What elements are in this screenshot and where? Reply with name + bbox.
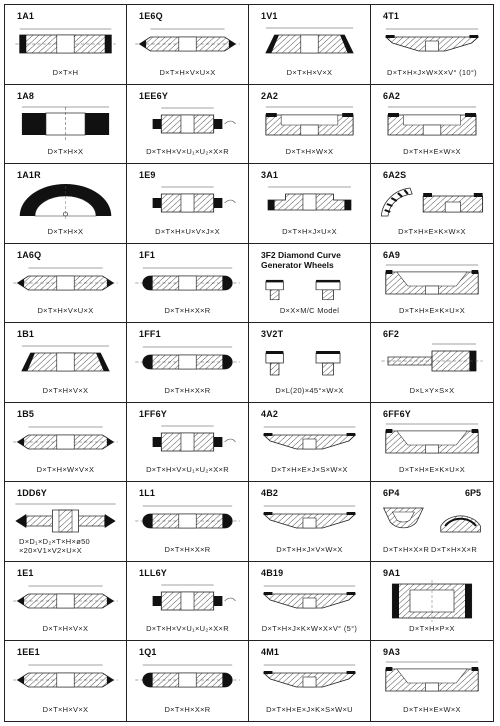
wheel-code-secondary: 6P5 — [464, 488, 481, 499]
wheel-code: 9A1 — [383, 567, 401, 578]
wheel-code: 2A2 — [261, 90, 279, 101]
wheel-cell-4t1 — [371, 5, 493, 85]
wheel-profile-drawing — [255, 498, 364, 544]
wheel-code: 1FF6Y — [139, 408, 168, 419]
wheel-code: 1E9 — [139, 170, 156, 181]
wheel-dimension-formula: D×T×H×X×R — [164, 385, 211, 395]
wheel-code: 6P4 — [383, 488, 400, 499]
wheel-dimension-formula: D×T×H×X×R — [164, 705, 211, 714]
wheel-profile-drawing — [377, 578, 487, 624]
wheel-cell-1a6q — [5, 244, 127, 324]
wheel-cell-3f2 — [249, 244, 371, 324]
wheel-cell-1e9 — [127, 164, 249, 244]
wheel-cell-6f2 — [371, 323, 493, 403]
wheel-profile-drawing — [11, 180, 120, 226]
wheel-dimension-formula: D×T×H×V×U×X — [159, 67, 216, 77]
wheel-cell-6p4 — [371, 482, 493, 562]
wheel-profile-drawing — [255, 101, 364, 147]
wheel-dimension-formula: D×X×M/C Model — [279, 306, 340, 316]
wheel-cell-4b19 — [249, 562, 371, 642]
wheel-dimension-formula: D×T×H×E×W×X — [403, 705, 461, 714]
wheel-dimension-formula: D×T×H×V×X — [42, 624, 89, 634]
wheel-code: 1F1 — [139, 249, 156, 260]
wheel-profile-drawing — [11, 657, 120, 703]
wheel-dimension-formula: D×T×H×X — [47, 147, 84, 157]
wheel-code: 1B5 — [17, 408, 35, 419]
wheel-dimension-formula-secondary: D×T×H×X×R — [431, 544, 478, 554]
wheel-dimension-formula: D×D₁×D₂×T×H×ø50 ×20×V1×V2×U×X — [19, 536, 91, 555]
wheel-code: 3A1 — [261, 170, 279, 181]
wheel-code: 4B2 — [261, 488, 279, 499]
wheel-cell-6ff6y — [371, 403, 493, 483]
wheel-dimension-formula: D×T×H×P×X — [409, 624, 455, 634]
wheel-code: 4M1 — [261, 647, 280, 658]
wheel-cell-4m1 — [249, 641, 371, 721]
wheel-dimension-formula: D×T×H×E×J×K×S×W×U — [266, 705, 353, 714]
wheel-cell-3a1 — [249, 164, 371, 244]
wheel-dimension-formula: D×T×H×J×V×W×X — [276, 544, 343, 554]
wheel-code: 1A6Q — [17, 249, 42, 260]
wheel-profile-drawing — [133, 260, 242, 306]
wheel-code: 1A1R — [17, 170, 41, 181]
wheel-code: 6F2 — [383, 329, 400, 340]
wheel-code: 1EE1 — [17, 647, 40, 658]
wheel-profile-drawing — [377, 498, 487, 544]
wheel-dimension-formula: D×T×H×X — [47, 226, 84, 236]
wheel-profile-drawing — [133, 339, 242, 385]
wheel-dimension-formula: D×T×H×X×R — [383, 544, 430, 554]
wheel-profile-drawing — [255, 578, 364, 624]
wheel-dimension-formula: D×T×H×W×X — [285, 147, 334, 157]
wheel-cell-1q1 — [127, 641, 249, 721]
wheel-profile-drawing — [11, 578, 120, 624]
wheel-profile-drawing — [377, 657, 487, 703]
wheel-code: 6A2S — [383, 170, 407, 181]
wheel-cell-9a3 — [371, 641, 493, 721]
wheel-dimension-formula: D×T×H×V×U×X — [37, 306, 94, 316]
wheel-dimension-formula: D×T×H×V×X — [42, 385, 89, 395]
wheel-dimension-formula: D×T×H×E×W×X — [403, 147, 461, 157]
wheel-code: 1Q1 — [139, 647, 157, 658]
wheel-code: 1V1 — [261, 11, 278, 21]
wheel-cell-1e1 — [5, 562, 127, 642]
wheel-cell-1l1 — [127, 482, 249, 562]
wheel-dimension-formula: D×T×H×V×U₁×U₂×X×R — [146, 624, 229, 634]
wheel-code: 1B1 — [17, 329, 35, 340]
wheel-profile-drawing — [377, 101, 487, 147]
wheel-code: 1DD6Y — [17, 488, 48, 499]
wheel-profile-drawing — [255, 270, 364, 308]
wheel-cell-6a9 — [371, 244, 493, 324]
wheel-profile-drawing — [133, 101, 242, 147]
wheel-cell-1a8 — [5, 85, 127, 165]
wheel-cell-1ff6y — [127, 403, 249, 483]
wheel-profile-drawing — [133, 498, 242, 544]
wheel-cell-1dd6y — [5, 482, 127, 562]
wheel-dimension-formula: D×T×H×J×K×W×X×V° (5°) — [261, 624, 358, 634]
wheel-profile-drawing — [133, 180, 242, 226]
wheel-cell-1f1 — [127, 244, 249, 324]
wheel-cell-3v2t — [249, 323, 371, 403]
wheel-cell-2a2 — [249, 85, 371, 165]
wheel-cell-1ee1 — [5, 641, 127, 721]
wheel-dimension-formula: D×T×H×W×V×X — [36, 465, 95, 475]
wheel-dimension-formula: D×T×H×X×R — [164, 306, 211, 316]
wheel-dimension-formula: D×T×H — [52, 67, 79, 77]
wheel-shape-grid — [4, 4, 494, 722]
wheel-profile-drawing — [255, 21, 364, 67]
wheel-code: 1A1 — [17, 11, 35, 21]
wheel-code: 6A2 — [383, 90, 401, 101]
wheel-profile-drawing — [11, 260, 120, 306]
wheel-cell-1a1r — [5, 164, 127, 244]
wheel-profile-drawing — [377, 260, 487, 306]
wheel-code: 1E1 — [17, 567, 34, 578]
wheel-cell-6a2s — [371, 164, 493, 244]
wheel-cell-1a1 — [5, 5, 127, 85]
wheel-cell-1v1 — [249, 5, 371, 85]
wheel-code: 3V2T — [261, 329, 284, 340]
wheel-dimension-formula: D×T×H×V×U₁×U₂×X×R — [146, 147, 229, 157]
wheel-cell-4b2 — [249, 482, 371, 562]
wheel-code: 6FF6Y — [383, 408, 412, 419]
wheel-profile-drawing — [255, 339, 364, 385]
wheel-cell-4a2 — [249, 403, 371, 483]
wheel-cell-6a2 — [371, 85, 493, 165]
wheel-code: 1A8 — [17, 90, 35, 101]
wheel-dimension-formula: D×T×H×V×U₁×U₂×X×R — [146, 465, 229, 475]
wheel-cell-1ee6y — [127, 85, 249, 165]
wheel-code: 1FF1 — [139, 329, 161, 340]
wheel-profile-drawing — [133, 419, 242, 465]
wheel-code: 1EE6Y — [139, 90, 169, 101]
wheel-dimension-formula: D×T×H×E×K×U×X — [398, 306, 466, 316]
wheel-dimension-formula: D×T×H×U×V×J×X — [155, 226, 220, 236]
wheel-profile-drawing — [255, 657, 364, 703]
wheel-dimension-formula: D×L×Y×S×X — [409, 385, 455, 395]
wheel-dimension-formula: D×T×H×E×K×U×X — [398, 465, 466, 475]
wheel-code: 1L1 — [139, 488, 156, 499]
wheel-dimension-formula: D×L(20)×45°×W×X — [275, 385, 344, 395]
wheel-profile-drawing — [133, 21, 242, 67]
wheel-code: 4A2 — [261, 408, 279, 419]
wheel-profile-drawing — [255, 180, 364, 226]
wheel-cell-1e6q — [127, 5, 249, 85]
wheel-dimension-formula: D×T×H×J×U×X — [282, 226, 337, 236]
wheel-code: 1E6Q — [139, 11, 163, 21]
wheel-dimension-formula: D×T×H×E×J×S×W×X — [271, 465, 348, 475]
wheel-profile-drawing — [255, 419, 364, 465]
wheel-cell-1ff1 — [127, 323, 249, 403]
wheel-cell-1ll6y — [127, 562, 249, 642]
wheel-profile-drawing — [377, 339, 487, 385]
wheel-profile-drawing — [11, 339, 120, 385]
wheel-profile-drawing — [11, 21, 120, 67]
wheel-code: 4T1 — [383, 11, 400, 21]
wheel-dimension-formula: D×T×H×E×K×W×X — [398, 226, 466, 236]
wheel-dimension-formula: D×T×H×V×X — [286, 67, 333, 77]
wheel-profile-drawing — [377, 180, 487, 226]
wheel-dimension-formula: D×T×H×V×X — [42, 705, 89, 714]
wheel-cell-1b5 — [5, 403, 127, 483]
wheel-profile-drawing — [11, 101, 120, 147]
wheel-profile-drawing — [377, 419, 487, 465]
wheel-heading: 3F2 Diamond Curve Generator Wheels — [261, 249, 341, 270]
wheel-profile-drawing — [133, 657, 242, 703]
wheel-code: 1LL6Y — [139, 567, 168, 578]
wheel-dimension-formula: D×T×H×X×R — [164, 544, 211, 554]
wheel-profile-drawing — [11, 419, 120, 465]
wheel-cell-1b1 — [5, 323, 127, 403]
wheel-dimension-formula: D×T×H×J×W×X×V° (10°) — [387, 67, 477, 77]
wheel-code: 9A3 — [383, 647, 401, 658]
wheel-code: 6A9 — [383, 249, 401, 260]
wheel-profile-drawing — [377, 21, 487, 67]
wheel-cell-9a1 — [371, 562, 493, 642]
wheel-code: 4B19 — [261, 567, 284, 578]
wheel-profile-drawing — [133, 578, 242, 624]
